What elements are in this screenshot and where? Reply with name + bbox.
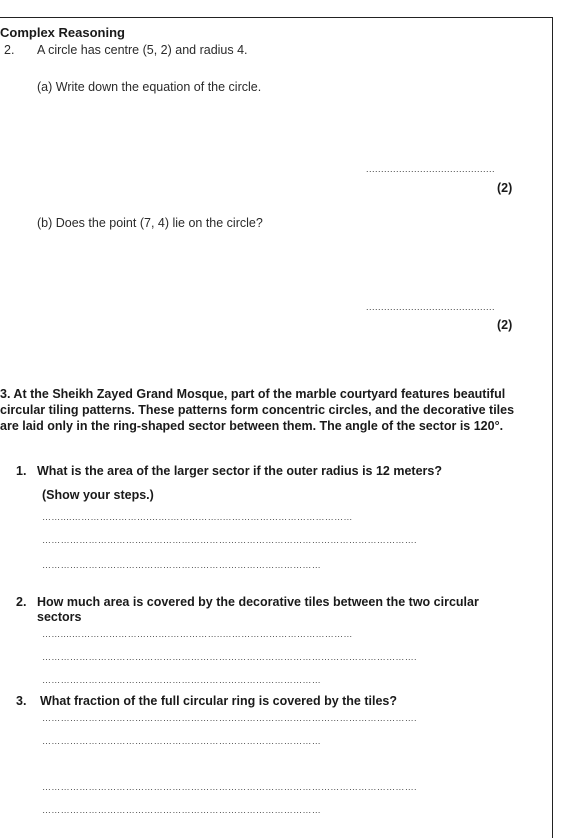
q2-text: A circle has centre (5, 2) and radius 4. bbox=[37, 43, 248, 57]
q3-sub1-answer-line[interactable]: …………………………………………………………………………………………………………. bbox=[42, 535, 417, 545]
q3-sub2-number: 2. bbox=[16, 595, 27, 609]
q3-sub3-answer-line[interactable]: …………………………………………………………………………………………………………. bbox=[42, 713, 417, 723]
q3-sub3-answer-line[interactable]: ……………………………………………………………………………… bbox=[42, 736, 321, 746]
q3-intro-line: circular tiling patterns. These patterns form concentric circles, and the decorative tiles bbox=[0, 403, 515, 417]
q3-sub3-number: 3. bbox=[16, 694, 27, 708]
q3-sub1-note: (Show your steps.) bbox=[42, 488, 154, 502]
q3-intro-line: are laid only in the ring-shaped sector between them. The angle of the sector is 120°. bbox=[0, 419, 504, 433]
q2-marks-a: (2) bbox=[497, 181, 513, 195]
q3-sub1-answer-line[interactable]: ……....…………………….…….……………..…………………………………… bbox=[42, 512, 353, 522]
q3-sub3-text: What fraction of the full circular ring is covered by the tiles? bbox=[40, 694, 398, 708]
q2-answer-line-a[interactable]: ........................................... bbox=[366, 164, 496, 174]
q2-answer-line-b[interactable]: ........................................... bbox=[366, 302, 496, 312]
page-border-top bbox=[0, 17, 553, 18]
q3-sub2-answer-line[interactable]: ……....…………………….…….……………..…………………………………… bbox=[42, 629, 353, 639]
q2-part-a: (a) Write down the equation of the circle. bbox=[37, 80, 262, 94]
page-border-right bbox=[552, 17, 553, 838]
q3-sub1-number: 1. bbox=[16, 464, 27, 478]
q2-marks-b: (2) bbox=[497, 318, 513, 332]
q3-sub2-answer-line[interactable]: …………………………………………………………………………………………………………. bbox=[42, 652, 417, 662]
section-title: Complex Reasoning bbox=[0, 25, 125, 40]
q3-sub2-text-cont: sectors bbox=[37, 610, 82, 624]
q2-part-b: (b) Does the point (7, 4) lie on the circle? bbox=[37, 216, 263, 230]
q3-intro bbox=[0, 386, 552, 434]
q3-sub2-answer-line[interactable]: ……………………………………………………………………………… bbox=[42, 675, 321, 685]
q3-intro-line: 3. At the Sheikh Zayed Grand Mosque, part of the marble courtyard features beautiful bbox=[0, 387, 506, 401]
q3-sub2-text: How much area is covered by the decorative tiles between the two circular bbox=[37, 595, 479, 609]
q3-sub1-text: What is the area of the larger sector if the outer radius is 12 meters? bbox=[37, 464, 442, 478]
q3-sub3-answer-line[interactable]: ……………………………………………………………………………… bbox=[42, 805, 321, 815]
q3-sub3-answer-line[interactable]: …………………………………………………………………………………………………………. bbox=[42, 782, 417, 792]
q3-sub1-answer-line[interactable]: ……………………………………………………………………………… bbox=[42, 560, 321, 570]
q2-number: 2. bbox=[4, 43, 15, 57]
